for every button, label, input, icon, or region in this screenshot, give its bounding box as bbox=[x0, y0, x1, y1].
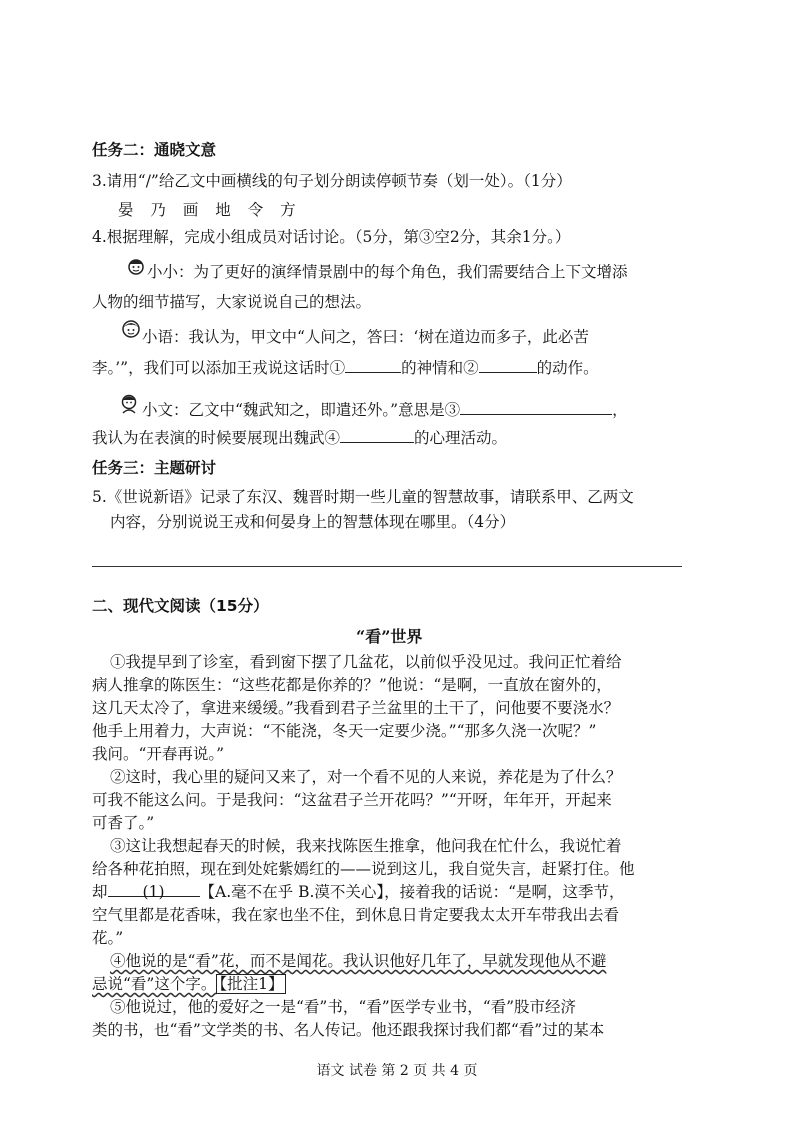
answer-blank-3[interactable] bbox=[460, 400, 612, 415]
task3-heading: 任务三：主题研讨 bbox=[92, 459, 217, 477]
xiaowen-line-1-text-a: 小文：乙文中“魏武知之，即遣还外。”意思是③ bbox=[142, 401, 461, 419]
paragraph-4-line-2 bbox=[92, 974, 286, 994]
section2-heading: 二、现代文阅读（15分） bbox=[92, 597, 269, 615]
paragraph-4-line-1: ④他说的是“看”花，而不是闻花。我认识他好几年了，早就发现他从不避 bbox=[110, 952, 607, 970]
question-4: 4.根据理解，完成小组成员对话讨论。（5分，第③空2分，其余1分。） bbox=[92, 228, 571, 246]
paragraph-1-line-1: ①我提早到了诊室，看到窗下摆了几盆花，以前似乎没见过。我问正忙着给 bbox=[110, 653, 622, 671]
article-title: “看”世界 bbox=[356, 627, 423, 646]
xiaowen-line-2 bbox=[92, 428, 507, 448]
xiaoxiao-avatar-icon bbox=[125, 255, 147, 277]
paragraph-2-line-1: ②这时，我心里的疑问又来了，对一个看不见的人来说，养花是为了什么？ bbox=[110, 768, 622, 786]
paragraph-1-line-2: 病人推拿的陈医生：“这些花都是你养的？”他说：“是啊，一直放在窗外的， bbox=[92, 676, 612, 694]
xiaoyu-line-2 bbox=[92, 358, 599, 378]
xiaoxiao-line-2: 人物的细节描写，大家说说自己的想法。 bbox=[92, 293, 372, 311]
paragraph-3-line-3-text-a: 却 bbox=[92, 883, 108, 901]
page-footer: 语文 试卷 第 2 页 共 4 页 bbox=[316, 1063, 478, 1079]
paragraph-1-line-4: 他手上用着力，大声说：“不能浇，冬天一定要少浇。”“那多久浇一次呢？” bbox=[92, 722, 597, 740]
xiaoyu-avatar-icon bbox=[120, 318, 142, 340]
xiaoyu-line-1: 小语：我认为，甲文中“人问之，答曰：‘树在道边而多子，此必苦 bbox=[142, 328, 589, 346]
answer-line[interactable] bbox=[92, 566, 682, 567]
answer-blank-article-1[interactable]: (1) bbox=[108, 882, 200, 897]
xiaoyu-line-2-text-c: 的动作。 bbox=[536, 359, 599, 377]
paragraph-1-line-5: 我问。“开春再说。” bbox=[92, 745, 225, 763]
paragraph-3-line-2: 给各种花拍照，现在到处姹紫嫣红的——说到这儿，我自觉失言，赶紧打住。他 bbox=[92, 860, 635, 878]
question-5-line-2: 内容，分别说说王戎和何晏身上的智慧体现在哪里。（4分） bbox=[110, 513, 516, 531]
answer-blank-4[interactable] bbox=[340, 428, 414, 443]
paragraph-3-line-3 bbox=[92, 882, 625, 902]
paragraph-3-line-4: 空气里都是花香味，我在家也坐不住，到休息日肯定要我太太开车带我出去看 bbox=[92, 906, 620, 924]
xiaoxiao-line-1: 小小：为了更好的演绎情景剧中的每个角色，我们需要结合上下文增添 bbox=[147, 263, 628, 281]
paragraph-4-line-2-text: 忌说“看”这个字。 bbox=[92, 975, 217, 993]
xiaowen-avatar-icon bbox=[118, 392, 140, 414]
paragraph-1-line-3: 这几天太冷了，拿进来缓缓。”我看到君子兰盆里的土干了，问他要不要浇水？ bbox=[92, 699, 620, 717]
paragraph-2-line-3: 可香了。” bbox=[92, 814, 155, 832]
paragraph-3-line-5: 花。” bbox=[92, 929, 124, 947]
xiaoyu-line-2-text-b: 的神情和② bbox=[401, 359, 479, 377]
xiaowen-line-2-text-b: 的心理活动。 bbox=[414, 429, 508, 447]
paragraph-5-line-1: ⑤他说过，他的爱好之一是“看”书，“看”医学专业书，“看”股市经济 bbox=[110, 998, 577, 1016]
paragraph-5-line-2: 类的书，也“看”文学类的书、名人传记。他还跟我探讨我们都“看”过的某本 bbox=[92, 1021, 605, 1039]
xiaowen-line-1-text-b: ， bbox=[612, 401, 628, 419]
xiaowen-line-1 bbox=[142, 400, 628, 420]
question-3-sentence: 晏 乃 画 地 令 方 bbox=[118, 201, 302, 219]
xiaoyu-line-2-text-a: 李。’”，我们可以添加王戎说这话时① bbox=[92, 359, 346, 377]
xiaowen-line-2-text-a: 我认为在表演的时候要展现出魏武④ bbox=[92, 429, 341, 447]
paragraph-3-line-3-text-b: 【A.毫不在乎 B.漠不关心】，接着我的话说：“是啊，这季节， bbox=[199, 883, 625, 901]
paragraph-3-line-1: ③这让我想起春天的时候，我来找陈医生推拿，他问我在忙什么，我说忙着 bbox=[110, 837, 622, 855]
question-3: 3.请用“/”给乙文中画横线的句子划分朗读停顿节奏（划一处）。（1分） bbox=[92, 172, 572, 190]
annotation-1-box: 【批注1】 bbox=[216, 974, 286, 994]
answer-blank-2[interactable] bbox=[479, 358, 537, 373]
task2-heading: 任务二：通晓文意 bbox=[92, 141, 217, 159]
answer-blank-1[interactable] bbox=[345, 358, 401, 373]
question-5-line-1: 5.《世说新语》记录了东汉、魏晋时期一些儿童的智慧故事，请联系甲、乙两文 bbox=[92, 488, 634, 506]
paragraph-2-line-2: 可我不能这么问。于是我问：“这盆君子兰开花吗？”“开呀，年年开，开起来 bbox=[92, 791, 612, 809]
